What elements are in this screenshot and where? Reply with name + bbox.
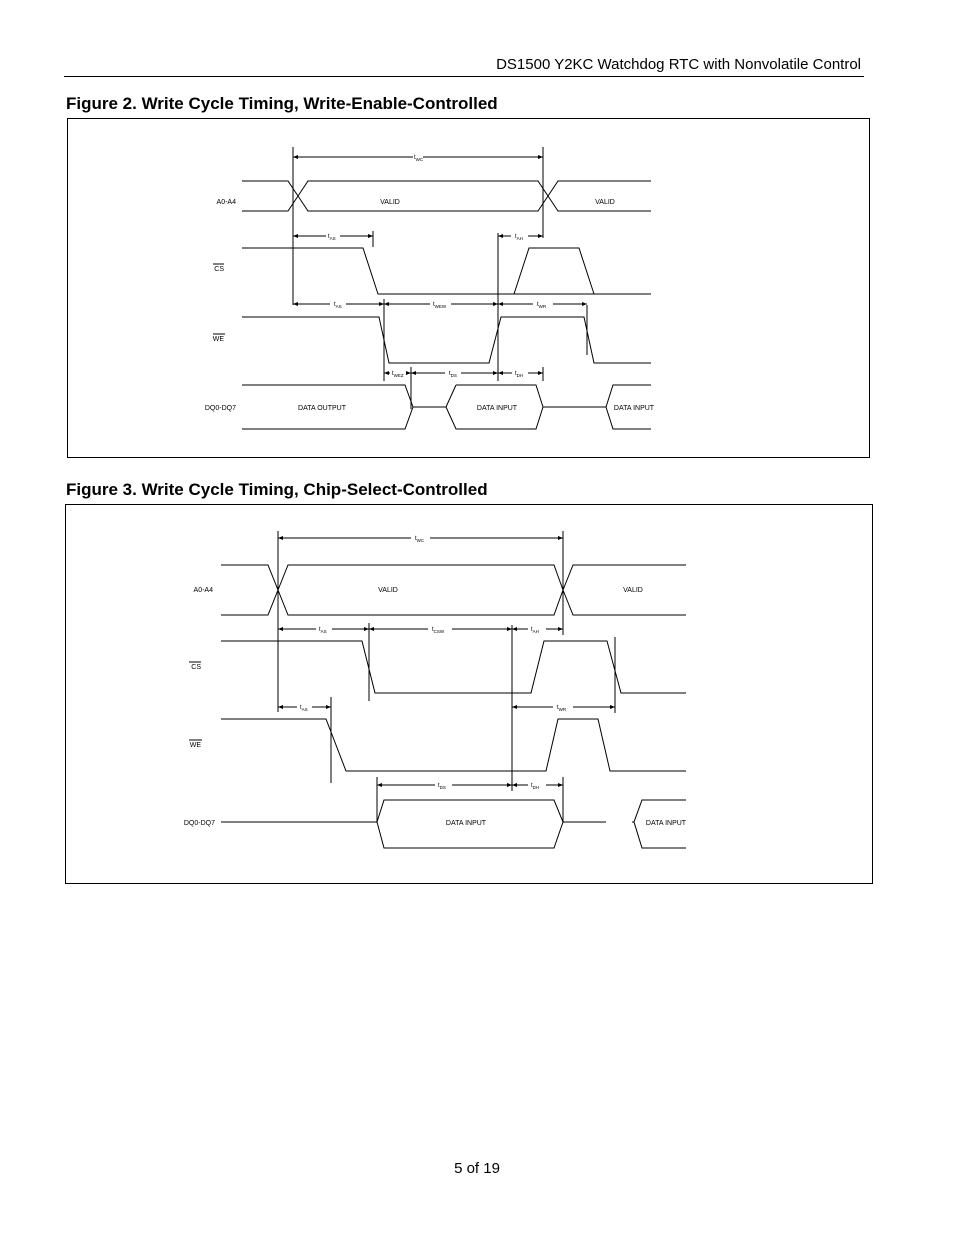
fig2-twew-label: $t_{WEW}$ (433, 302, 447, 309)
fig2-tah-label: $t_{AH}$ (515, 234, 523, 241)
fig3-reference-lines (278, 531, 615, 823)
fig3-twc-label: $t_{WC}$ (415, 536, 425, 543)
fig2-cs-waveform (242, 248, 651, 294)
fig2-we-waveform (242, 317, 651, 363)
fig3-tah-label: $t_{AH}$ (531, 627, 539, 634)
fig2-twr-label: $t_{WR}$ (537, 302, 547, 309)
fig3-timing-arrows (278, 538, 615, 785)
fig3-tas2-label: $t_{AS}$ (300, 705, 308, 712)
fig2-addr-waveform (242, 181, 651, 211)
fig3-data-input-1: DATA INPUT (445, 820, 487, 827)
fig3-tcsw-label: $t_{CSW}$ (432, 627, 445, 634)
fig2-twez-label: $t_{WEZ}$ (392, 371, 404, 378)
fig3-valid-2: VALID (623, 587, 643, 594)
fig2-valid-2: VALID (595, 199, 615, 206)
figure2-timing-diagram (67, 118, 870, 458)
fig3-cs-waveform (221, 641, 686, 693)
fig2-label-cs: CS (214, 266, 224, 273)
fig2-data-input-2: DATA INPUT (613, 405, 655, 412)
fig3-label-cs: CS (191, 664, 201, 671)
fig2-tds-label: $t_{DS}$ (449, 371, 457, 378)
fig2-tas1-label: $t_{AS}$ (328, 234, 336, 241)
fig3-we-waveform (221, 719, 686, 771)
fig2-data-input-1: DATA INPUT (476, 405, 518, 412)
figure3-timing-diagram (65, 504, 873, 884)
fig2-tdh-label: $t_{DH}$ (515, 371, 524, 378)
header-rule (64, 76, 864, 77)
fig2-label-addr: A0-A4 (216, 199, 236, 206)
fig2-twc-label: $t_{WC}$ (414, 155, 424, 162)
fig3-tas1-label: $t_{AS}$ (319, 627, 327, 634)
fig2-label-dq: DQ0-DQ7 (204, 405, 236, 412)
fig3-valid-1: VALID (378, 587, 398, 594)
fig2-data-output: DATA OUTPUT (298, 405, 346, 412)
fig3-tdh-label: $t_{DH}$ (531, 783, 540, 790)
fig2-cs-pulse (514, 248, 594, 294)
fig3-data-input-2: DATA INPUT (645, 820, 687, 827)
fig2-label-we: WE (212, 336, 224, 343)
figure3-title: Figure 3. Write Cycle Timing, Chip-Select-Controlled (66, 480, 488, 499)
fig2-valid-1: VALID (380, 199, 400, 206)
fig3-label-we: WE (189, 742, 201, 749)
figure2-title: Figure 2. Write Cycle Timing, Write-Enable-Controlled (66, 94, 498, 113)
document-header-title: DS1500 Y2KC Watchdog RTC with Nonvolatile Control (496, 56, 861, 73)
fig3-label-dq: DQ0-DQ7 (183, 820, 215, 827)
fig3-twr-label: $t_{WR}$ (557, 705, 567, 712)
fig3-label-addr: A0-A4 (193, 587, 213, 594)
fig3-addr-waveform (221, 565, 686, 615)
fig2-reference-lines (293, 147, 587, 409)
page-number: 5 of 19 (454, 1160, 500, 1177)
fig3-tds-label: $t_{DS}$ (438, 783, 446, 790)
fig2-tas2-label: $t_{AS}$ (334, 302, 342, 309)
